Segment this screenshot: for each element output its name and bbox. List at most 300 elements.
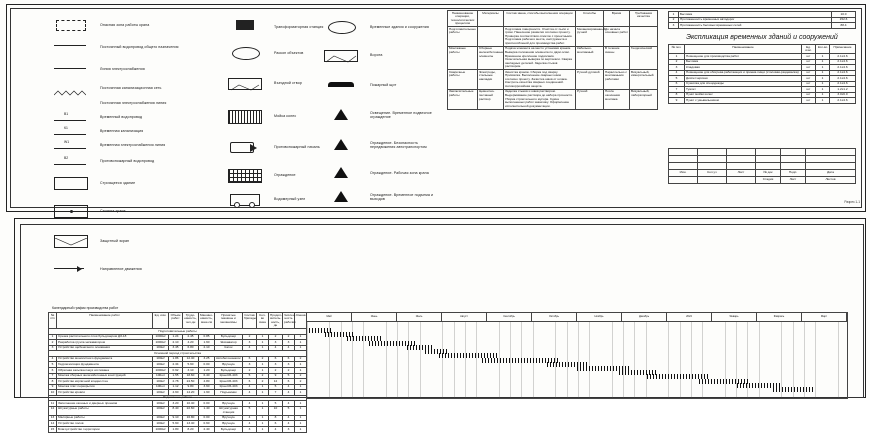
cell: 4.60 xyxy=(169,390,183,396)
cell: Монтаж плит перекрытия xyxy=(57,384,153,390)
cell: 152.6 xyxy=(832,17,856,23)
cell: 12.40 xyxy=(183,356,199,362)
column-header: Материалы xyxy=(478,11,504,27)
cell: 5 xyxy=(49,362,57,368)
cell: Бульдозер xyxy=(215,334,243,340)
legend-item xyxy=(318,100,444,130)
cell: 2.40 xyxy=(199,427,215,433)
legend-label: Ворота xyxy=(370,52,383,57)
cell: Протяженность временных автодорог xyxy=(679,17,832,23)
cell: 10.40 xyxy=(183,401,199,407)
schedule-table xyxy=(48,312,306,433)
cell: Заделка стыков и швов раствором. Выдерживание раствора до набора прочности. Уборка строительного мусора. Сдача выполненных работ заказчику. Оформление исполнительной документации. xyxy=(504,89,576,109)
legend-item xyxy=(48,170,218,196)
legend-label: Въездной створ xyxy=(274,80,302,85)
k1-icon: К1 xyxy=(48,122,94,140)
column-header: Объем работ xyxy=(169,313,183,329)
cell: 1 xyxy=(295,334,307,340)
cell: 22.60 xyxy=(183,406,199,415)
gantt-month-cell: Ноябрь xyxy=(577,313,622,321)
camera-icon xyxy=(222,138,268,156)
cell: 6.40 xyxy=(199,373,215,379)
cell: 2.1х4.6 xyxy=(830,65,856,71)
cell: 1 xyxy=(295,340,307,346)
zigzag-box-icon xyxy=(222,74,268,92)
cell: 1.90 xyxy=(199,390,215,396)
cell: 1 xyxy=(816,92,830,98)
cell: 4 xyxy=(283,421,295,427)
cell: 1 xyxy=(257,406,269,415)
column-header: № п/п xyxy=(49,313,57,329)
legend-item xyxy=(48,14,218,36)
explication-grid xyxy=(668,44,856,104)
column-header: Наименование операции, технологических процессов xyxy=(448,11,478,27)
cell: Вручную xyxy=(215,415,243,421)
cell: 1 xyxy=(257,384,269,390)
table-row xyxy=(669,23,856,29)
cell: 0.00 xyxy=(199,415,215,421)
truck-icon xyxy=(222,190,268,208)
legend-item xyxy=(318,70,444,100)
legend-label: Постоянный водопровод общего назначения xyxy=(100,44,179,49)
triangle-icon xyxy=(318,188,364,206)
cell: 1 xyxy=(257,345,269,351)
table-row xyxy=(448,70,658,90)
cell: 1000м² xyxy=(153,334,169,340)
legend-label: Временная электроснабжения линия xyxy=(100,142,166,147)
cell: Туалет xyxy=(685,87,802,93)
cell: 3 xyxy=(269,340,283,346)
cell: 1.40 xyxy=(199,406,215,415)
site-indicators-grid xyxy=(668,11,856,29)
cell: До начала основных работ xyxy=(604,27,630,47)
legend-label: Временный водопровод xyxy=(100,114,143,119)
cell: 1 xyxy=(257,415,269,421)
cell: 2 xyxy=(295,356,307,362)
technology-table xyxy=(447,10,657,110)
cell: Лист xyxy=(727,170,756,177)
legend-label: Водомерный узел xyxy=(274,196,306,201)
legend-item xyxy=(48,152,218,170)
column-header: Принятые машины и механизмы xyxy=(215,313,243,329)
cell: 2 xyxy=(49,340,57,346)
cell: Монтажные работы xyxy=(448,46,478,69)
cell: Кран КБ-403 xyxy=(215,379,243,385)
cell: В течение смены xyxy=(604,46,630,69)
cell: 6 xyxy=(49,368,57,374)
legend-label: Пожарный щит xyxy=(370,82,397,87)
cell: 2.10 xyxy=(169,340,183,346)
cell: 2.1х4.6 xyxy=(830,54,856,60)
cell: 1.80 xyxy=(169,427,183,433)
cell: шт xyxy=(802,59,816,65)
cell: 1 xyxy=(257,401,269,407)
gantt-month-cell: Сентябрь xyxy=(487,313,532,321)
cell: 100м² xyxy=(153,390,169,396)
group-label: Подготовительные работы xyxy=(49,329,307,335)
cell: 1 xyxy=(816,81,830,87)
cell: 6 xyxy=(243,379,257,385)
triangle-icon xyxy=(318,164,364,182)
cell: Заполнение оконных и дверных проемов xyxy=(57,401,153,407)
cell: 4 xyxy=(269,427,283,433)
legend-label: Направление движения xyxy=(100,266,142,271)
table-row xyxy=(49,406,307,415)
table-header-row xyxy=(448,11,658,27)
table-row xyxy=(669,163,856,170)
column-header: Наименование xyxy=(685,45,802,54)
explication-title: Экспликация временных зданий и сооружений xyxy=(686,34,838,41)
cell: Ручной дуговой xyxy=(576,70,604,90)
cell: Подача элемента на место установки краном. Выверка положения элемента по двум осям. Временное крепление подкосами. Окончательная выверка по вертикали. Сварка закладных деталей. Заделка стыков раствором. xyxy=(504,46,576,69)
group-label: Основной период строительства xyxy=(49,351,307,357)
cell: Протяженность бытовых временных сетей xyxy=(679,23,832,29)
cell: 2 xyxy=(257,379,269,385)
cell: 3 xyxy=(49,345,57,351)
cell: 6 xyxy=(243,356,257,362)
cell: 5 xyxy=(669,76,685,82)
cell: Подготовительные работы xyxy=(448,27,478,47)
legend-item xyxy=(318,186,444,208)
gantt-month-cell: Июнь xyxy=(352,313,397,321)
cell: 1 xyxy=(295,415,307,421)
cell: 3 xyxy=(269,362,283,368)
table-row xyxy=(448,27,658,47)
cell: шт xyxy=(802,87,816,93)
cell: 3 xyxy=(669,23,679,29)
cell: 2 xyxy=(269,368,283,374)
legend-label: Трансформаторная станция xyxy=(274,24,324,29)
oval2-icon xyxy=(318,18,364,36)
cell: 1000м² xyxy=(153,427,169,433)
cell: 1 xyxy=(295,401,307,407)
cell: 1 xyxy=(816,59,830,65)
column-header: Кол-во смен xyxy=(257,313,269,329)
cell: 3.20 xyxy=(169,401,183,407)
triangle-icon xyxy=(318,136,364,154)
stamp-column-header-row xyxy=(669,170,856,177)
cell: 3 xyxy=(243,427,257,433)
column-header: Кол-во xyxy=(816,45,830,54)
cell: 1 xyxy=(816,65,830,71)
column-header: Требования качества xyxy=(630,11,658,27)
cell: Пункт мойки колес xyxy=(685,92,802,98)
cell: 4.80 xyxy=(199,379,215,385)
column-header: Примечание xyxy=(830,45,856,54)
column-header: Наименование работ xyxy=(57,313,153,329)
cell: Заключительные работы xyxy=(448,89,478,109)
cell: Сварочные работы xyxy=(448,70,478,90)
cell: Вручную xyxy=(215,362,243,368)
cell: 1.60 xyxy=(199,340,215,346)
cell: шт xyxy=(802,92,816,98)
stamp-grid xyxy=(668,148,856,184)
cell: 2 xyxy=(669,59,685,65)
cell: Штукатурные работы xyxy=(57,406,153,415)
column-header: Трудо-емкость, чел-дн xyxy=(183,313,199,329)
cell: Устройство кирпичной кладки стен xyxy=(57,379,153,385)
cell: 100м² xyxy=(153,415,169,421)
schedule-body xyxy=(49,329,307,432)
b1-icon: В1 xyxy=(48,108,94,126)
cell: 15 xyxy=(49,427,57,433)
gantt-month-cell: Март xyxy=(802,313,847,321)
cell: Изм. xyxy=(669,170,698,177)
cell: 100м³ xyxy=(153,356,169,362)
cell: Цементно-песчаный раствор xyxy=(478,89,504,109)
gantt-month-cell: Октябрь xyxy=(532,313,577,321)
cell: Бульдозер xyxy=(215,368,243,374)
legend-label: Ограждение. Безопасность передвижения автотранспортом xyxy=(370,140,427,149)
cell: 9 xyxy=(49,384,57,390)
cell: 1 xyxy=(295,390,307,396)
cell: 1000м³ xyxy=(153,368,169,374)
gantt-month-cell: Февраль xyxy=(757,313,802,321)
column-header: Смена xyxy=(295,313,307,329)
legend-label: Опасная зона работы крана xyxy=(100,22,150,27)
cell: 4 xyxy=(669,70,685,76)
cell: 5.60 xyxy=(169,421,183,427)
cell: 5 xyxy=(243,406,257,415)
cell: Кран КБ-403 xyxy=(215,384,243,390)
cell: 2.78 xyxy=(169,379,183,385)
cell: Визуальный, измерительный xyxy=(630,70,658,90)
technology-table-grid xyxy=(447,10,658,110)
legend-label: Временные здания и сооружения xyxy=(370,24,429,29)
title-block-stamp xyxy=(668,148,856,200)
cell: Срезка растительного слоя бульдозером ДЗ-18 xyxy=(57,334,153,340)
cell: 1 xyxy=(257,390,269,396)
group-label: Отделочные работы xyxy=(49,395,307,401)
cell: 2 xyxy=(283,368,295,374)
cell: 1 xyxy=(295,368,307,374)
cell: Подъемник xyxy=(215,390,243,396)
cell: Кран КБ-403 xyxy=(215,373,243,379)
schedule-title: Календарный график производства работ xyxy=(52,306,119,310)
cell: 100м² xyxy=(153,401,169,407)
cell: 2 xyxy=(243,368,257,374)
cell: 1.86 xyxy=(169,356,183,362)
double-line-icon xyxy=(48,38,94,56)
cell: 1 xyxy=(257,427,269,433)
legend-column-3 xyxy=(318,14,444,208)
stamp-footer-row xyxy=(669,177,856,184)
cell: Пункт с умывальником xyxy=(685,98,802,104)
cell: 2.1х4.6 xyxy=(830,76,856,82)
cell: 1 xyxy=(295,384,307,390)
cell: 2 xyxy=(295,379,307,385)
cell: Кол.уч xyxy=(698,170,727,177)
cell: 4 xyxy=(243,390,257,396)
cell: 2 xyxy=(669,17,679,23)
cell: Геодезический xyxy=(630,46,658,69)
legend-label: Ограждение. Временное подъема и выходов xyxy=(370,192,434,201)
cell: Устройство кровли xyxy=(57,390,153,396)
cell: 4 xyxy=(243,415,257,421)
cell: 4 xyxy=(283,345,295,351)
cell: 100м² xyxy=(153,345,169,351)
cell: 10 xyxy=(49,390,57,396)
cell: Ручной xyxy=(576,89,604,109)
section-note: Разрез 1-1 xyxy=(844,200,860,204)
cell: Обратная засыпка пазух котлована xyxy=(57,368,153,374)
dashed-box-icon xyxy=(48,16,94,34)
cell: 7 xyxy=(49,373,57,379)
column-header: № поз. xyxy=(669,45,685,54)
legend-label: Ограждение. Рабочая зона крана xyxy=(370,170,429,175)
cell: 14 xyxy=(49,421,57,427)
gantt-month-cell: Август xyxy=(442,313,487,321)
cell: 2 xyxy=(269,334,283,340)
solid-box-icon xyxy=(48,174,94,192)
cell: 13 xyxy=(49,415,57,421)
gantt-month-cell: Июль xyxy=(397,313,442,321)
cell: 0.85 xyxy=(199,334,215,340)
cell: шт xyxy=(802,65,816,71)
cell: Сборные железобетонные элементы xyxy=(478,46,504,69)
cell: Устройство монолитного фундамента xyxy=(57,356,153,362)
cell: 8.40 xyxy=(169,406,183,415)
cell: № док xyxy=(756,170,781,177)
w1-icon: W1 xyxy=(48,136,94,154)
legend-item xyxy=(318,14,444,40)
cell: 4 xyxy=(243,384,257,390)
cell: 10.0 xyxy=(832,12,856,18)
cell: 9.80 xyxy=(183,384,199,390)
cell: Стадия xyxy=(756,177,781,184)
cell: 9 xyxy=(269,373,283,379)
gantt-bars-area xyxy=(306,322,848,399)
cell: 5 xyxy=(243,373,257,379)
column-header: Числен-ность рабочих xyxy=(283,313,295,329)
cell: Бытовка xyxy=(685,59,802,65)
cell: 8 xyxy=(269,415,283,421)
cell: 1 xyxy=(816,98,830,104)
cell: 2.1х4.6 xyxy=(830,70,856,76)
cell: Кладовая xyxy=(685,65,802,71)
legend-item xyxy=(318,130,444,160)
cell: 1 xyxy=(257,362,269,368)
cell: 9.10 xyxy=(169,415,183,421)
cell: 1 xyxy=(816,87,830,93)
cell: 0.60 xyxy=(199,421,215,427)
column-header: Состав звена, способы выполнения операции xyxy=(504,11,576,27)
cell: 6 xyxy=(283,379,295,385)
cell: 3 xyxy=(669,65,685,71)
cell: 11 xyxy=(49,401,57,407)
line-icon xyxy=(48,60,94,78)
hatch-icon xyxy=(222,107,268,125)
cell: 2 xyxy=(243,334,257,340)
column-header: Состав бригады xyxy=(243,313,257,329)
table-row xyxy=(669,149,856,156)
cell: 4 xyxy=(243,401,257,407)
cell: 4 xyxy=(283,384,295,390)
cell: 3.45 xyxy=(169,345,183,351)
cell: 2 xyxy=(257,373,269,379)
cell: 3 xyxy=(283,362,295,368)
gate-icon xyxy=(318,46,364,64)
cell: шт xyxy=(802,70,816,76)
cell: Устройство щебеночного основания xyxy=(57,345,153,351)
cell: 4 xyxy=(283,415,295,421)
oval-icon xyxy=(222,44,268,62)
column-header: Способы xyxy=(576,11,604,27)
cell: Подготовка поверхности. Очистка от пыли и грязи. Нанесение разметки согласно проекту. Проверка соответствия отметок с проектными. Подготовка рабочего места, инструмента и приспособлений для производства работ. xyxy=(504,27,576,47)
b2-icon: В2 xyxy=(48,152,94,170)
legend-label: Строящееся здание xyxy=(100,180,136,185)
explication-block xyxy=(668,34,856,104)
cell: 0.92 xyxy=(169,368,183,374)
cell: Электроды, стальные накладки xyxy=(478,70,504,90)
cell: Кабельно-монтажный xyxy=(576,46,604,69)
cell: 1 xyxy=(257,421,269,427)
cell: 3 xyxy=(283,427,295,433)
cell xyxy=(630,27,658,47)
cell: 1 xyxy=(257,334,269,340)
cell: 1 xyxy=(816,54,830,60)
gantt-timeline xyxy=(306,312,848,399)
cell: 2.34 xyxy=(169,362,183,368)
cell: 2.10 xyxy=(199,345,215,351)
cell: Малярные работы xyxy=(57,415,153,421)
cell: шт xyxy=(802,81,816,87)
cell: 4 xyxy=(283,390,295,396)
cell: 100шт xyxy=(153,373,169,379)
cell: Вручную xyxy=(215,421,243,427)
column-header: Продол-житель-ность, дн xyxy=(270,312,282,328)
cell: 0.00 xyxy=(199,362,215,368)
cell: Сушилка для спецодежды xyxy=(685,81,802,87)
triangle-icon xyxy=(318,106,364,124)
cell: 6 xyxy=(669,81,685,87)
cell: 1.20 xyxy=(199,368,215,374)
column-header: Время xyxy=(604,11,630,27)
column-header: Машино-емкость, маш-см xyxy=(199,313,215,329)
cell: 8.20 xyxy=(183,427,199,433)
site-indicators-table xyxy=(668,11,856,29)
cell: Листов xyxy=(806,177,856,184)
gantt-month-cell: Декабрь xyxy=(622,313,667,321)
legend-label: Линия электроснабжения xyxy=(100,66,145,71)
cell: 1.55 xyxy=(169,373,183,379)
legend-label: Раскоп объектов xyxy=(274,50,304,55)
cell: 88.4 xyxy=(832,23,856,29)
cell: Благоустройство территории xyxy=(57,427,153,433)
cell: 7 xyxy=(669,87,685,93)
cell: 6 xyxy=(269,356,283,362)
table-row xyxy=(49,427,307,433)
column-header: Ед. изм. xyxy=(802,45,816,54)
cell: 2 xyxy=(283,334,295,340)
table-row xyxy=(669,156,856,163)
cell: 4 xyxy=(49,356,57,362)
cell: Автобетононасос xyxy=(216,356,241,361)
cell: 2 xyxy=(257,356,269,362)
schedule-grid xyxy=(48,312,307,433)
cell: 100м² xyxy=(153,421,169,427)
legend-label: Ограждение xyxy=(274,172,296,177)
cell: 1.24 xyxy=(169,334,183,340)
cell: 18.60 xyxy=(183,373,199,379)
cell: 1 xyxy=(669,12,679,18)
cell: 5 xyxy=(283,406,295,415)
table-row xyxy=(448,89,658,109)
cell: 5 xyxy=(269,401,283,407)
cell: 1000м³ xyxy=(153,340,169,346)
legend-item xyxy=(48,58,218,80)
cell: 3.60 xyxy=(199,384,215,390)
